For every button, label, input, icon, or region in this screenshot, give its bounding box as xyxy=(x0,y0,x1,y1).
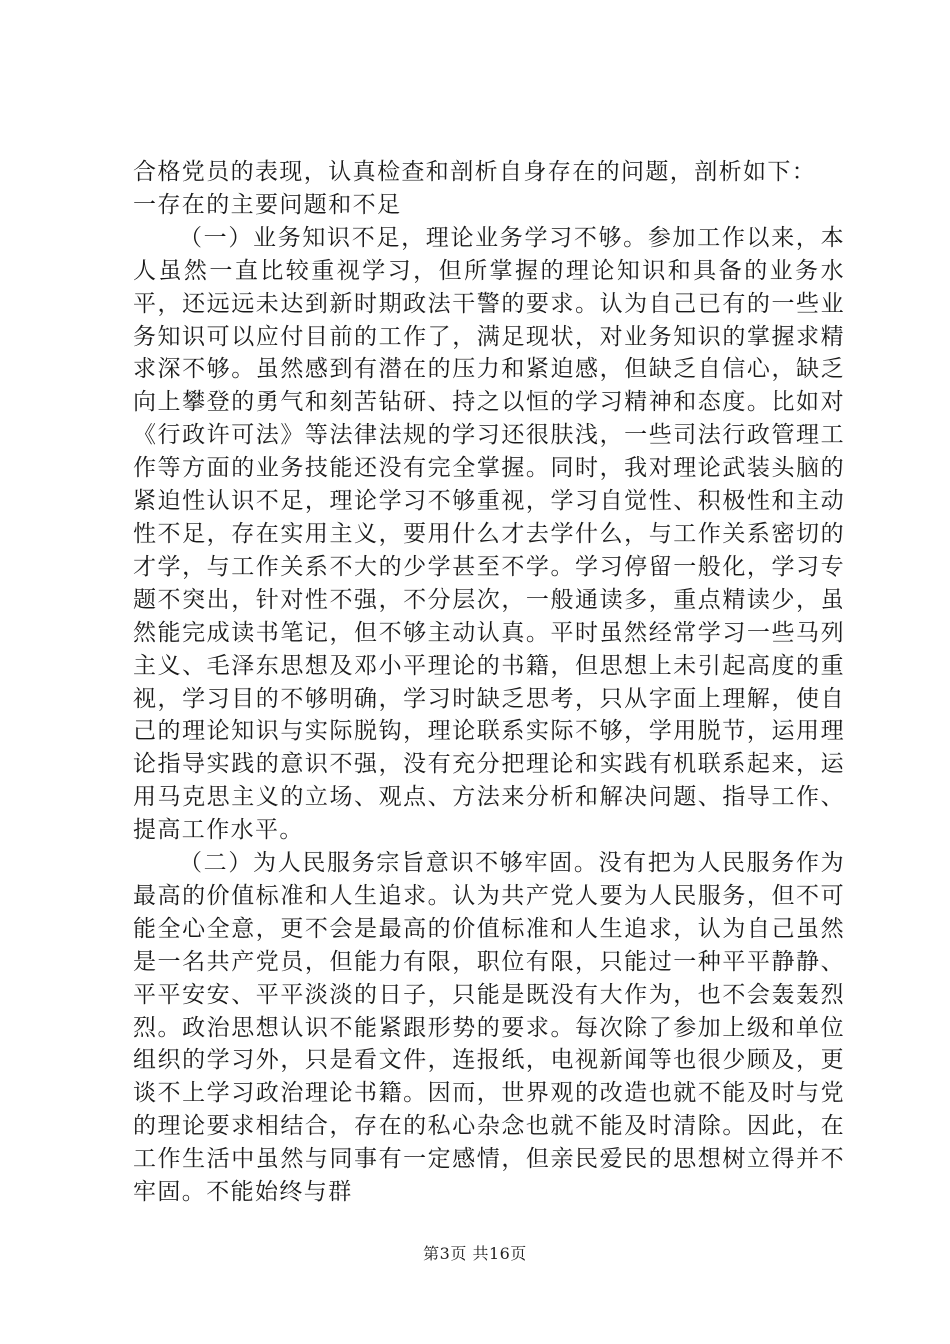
document-body xyxy=(133,156,845,1209)
paragraph-section-2: （二）为人民服务宗旨意识不够牢固。没有把为人民服务作为最高的价值标准和人生追求。认为共产党人要为人民服务，但不可能全心全意，更不会是最高的价值标准和人生追求，认为自己虽然是一名共产党员，但能力有限，职位有限，只能过一种平平静静、平平安安、平平淡淡的日子，只能是既没有大作为，也不会轰轰烈烈。政治思想认识不能紧跟形势的要求。每次除了参加上级和单位组织的学习外，只是看文件，连报纸，电视新闻等也很少顾及，更谈不上学习政治理论书籍。因而，世界观的改造也就不能及时与党的理论要求相结合，存在的私心杂念也就不能及时清除。因此，在工作生活中虽然与同事有一定感情，但亲民爱民的思想树立得并不牢固。不能始终与群 xyxy=(133,850,845,1206)
page-number-footer: 第3页 共16页 xyxy=(423,1244,527,1263)
paragraph-section-1: （一）业务知识不足，理论业务学习不够。参加工作以来，本人虽然一直比较重视学习，但所掌握的理论知识和具备的业务水平，还远远未达到新时期政法干警的要求。认为自己已有的一些业务知识可以应付目前的工作了，满足现状，对业务知识的掌握求精求深不够。虽然感到有潜在的压力和紧迫感，但缺乏自信心，缺乏向上攀登的勇气和刻苦钻研、持之以恒的学习精神和态度。比如对《行政许可法》等法律法规的学习还很肤浅，一些司法行政管理工作等方面的业务技能还没有完全掌握。同时，我对理论武装头脑的紧迫性认识不足，理论学习不够重视，学习自觉性、积极性和主动性不足，存在实用主义，要用什么才去学什么，与工作关系密切的才学，与工作关系不大的少学甚至不学。学习停留一般化，学习专题不突出，针对性不强，不分层次，一般通读多，重点精读少，虽然能完成读书笔记，但不够主动认真。平时虽然经常学习一些马列主义、毛泽东思想及邓小平理论的书籍，但思想上未引起高度的重视，学习目的不够明确，学习时缺乏思考，只从字面上理解，使自己的理论知识与实际脱钩，理论联系实际不够，学用脱节，运用理论指导实践的意识不强，没有充分把理论和实践有机联系起来，运用马克思主义的立场、观点、方法来分析和解决问题、指导工作、提高工作水平。 xyxy=(133,224,845,844)
section-heading: 一存在的主要问题和不足 xyxy=(133,191,402,218)
paragraph-continuation: 合格党员的表现，认真检查和剖析自身存在的问题，剖析如下： xyxy=(133,159,817,185)
